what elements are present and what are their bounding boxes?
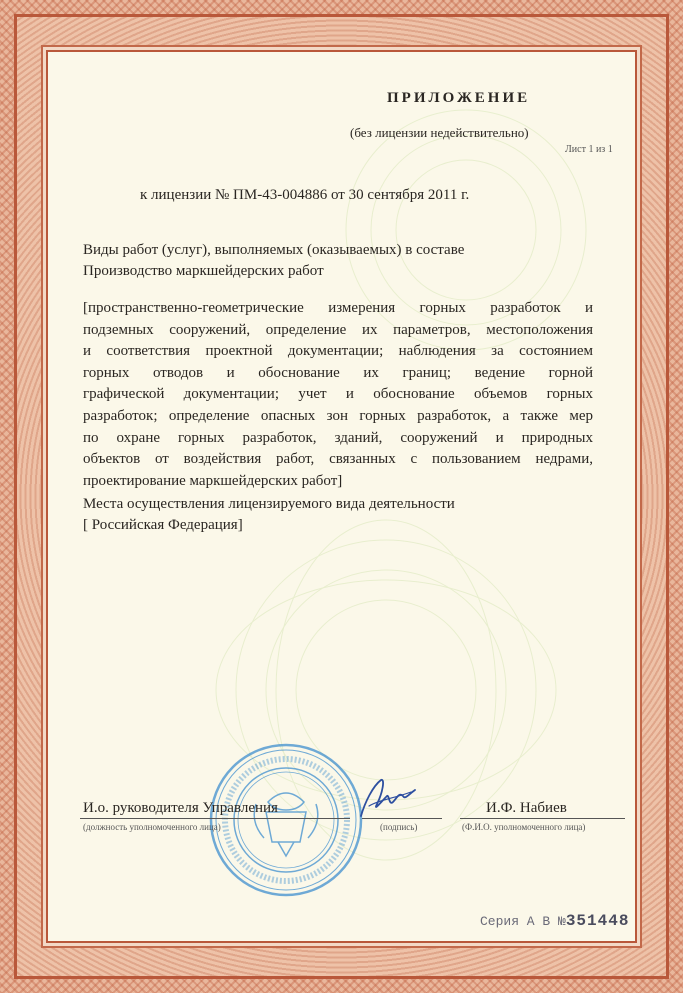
places-value: [ Российская Федерация] (83, 517, 243, 533)
license-reference: к лицензии № ПМ-43-004886 от 30 сентября 2011 г. (140, 187, 470, 203)
works-details (83, 298, 593, 492)
document-title: ПРИЛОЖЕНИЕ (387, 90, 531, 106)
works-intro: Виды работ (услуг), выполняемых (оказываемых) в составе (83, 242, 465, 258)
series-label: Серия А В № (480, 914, 566, 929)
position-line (80, 818, 350, 819)
signatory-position: И.о. руководителя Управления (83, 800, 278, 816)
works-detail-line: подземных сооружений, определение их параметров, местоположения (83, 321, 593, 338)
position-caption: (должность уполномоченного лица) (83, 822, 221, 832)
places-label: Места осуществления лицензируемого вида деятельности (83, 496, 455, 512)
signature-caption: (подпись) (380, 822, 418, 832)
document-subtitle: (без лицензии недействительно) (350, 125, 529, 140)
signatory-name: И.Ф. Набиев (486, 800, 567, 816)
works-detail-line: объектов от воздействия работ, связанных с пользованием недрами, (83, 451, 593, 468)
form-series (480, 912, 629, 930)
works-activity: Производство маркшейдерских работ (83, 263, 324, 279)
handwritten-signature (355, 772, 425, 822)
sheet-number: Лист 1 из 1 (565, 144, 613, 155)
official-seal (208, 742, 364, 898)
works-detail-line: и соответствия проектной документации; наблюдения за состоянием (83, 343, 593, 360)
works-detail-line: горных отводов и обоснование их границ; ведение горной (83, 364, 593, 381)
works-detail-line: по охране горных разработок, зданий, сооружений и природных (83, 429, 593, 446)
works-detail-line: графической документации; учет и обоснование объемов горных (83, 386, 593, 403)
works-detail-line: проектирование маркшейдерских работ] (83, 472, 343, 489)
works-detail-line: разработок; определение опасных зон горных разработок, а также мер (83, 407, 593, 424)
name-caption: (Ф.И.О. уполномоченного лица) (462, 822, 586, 832)
series-number: 351448 (565, 912, 630, 930)
signature-line (362, 818, 442, 819)
name-line (460, 818, 625, 819)
works-detail-line: [пространственно-геометрические измерения горных разработок и (83, 300, 593, 316)
